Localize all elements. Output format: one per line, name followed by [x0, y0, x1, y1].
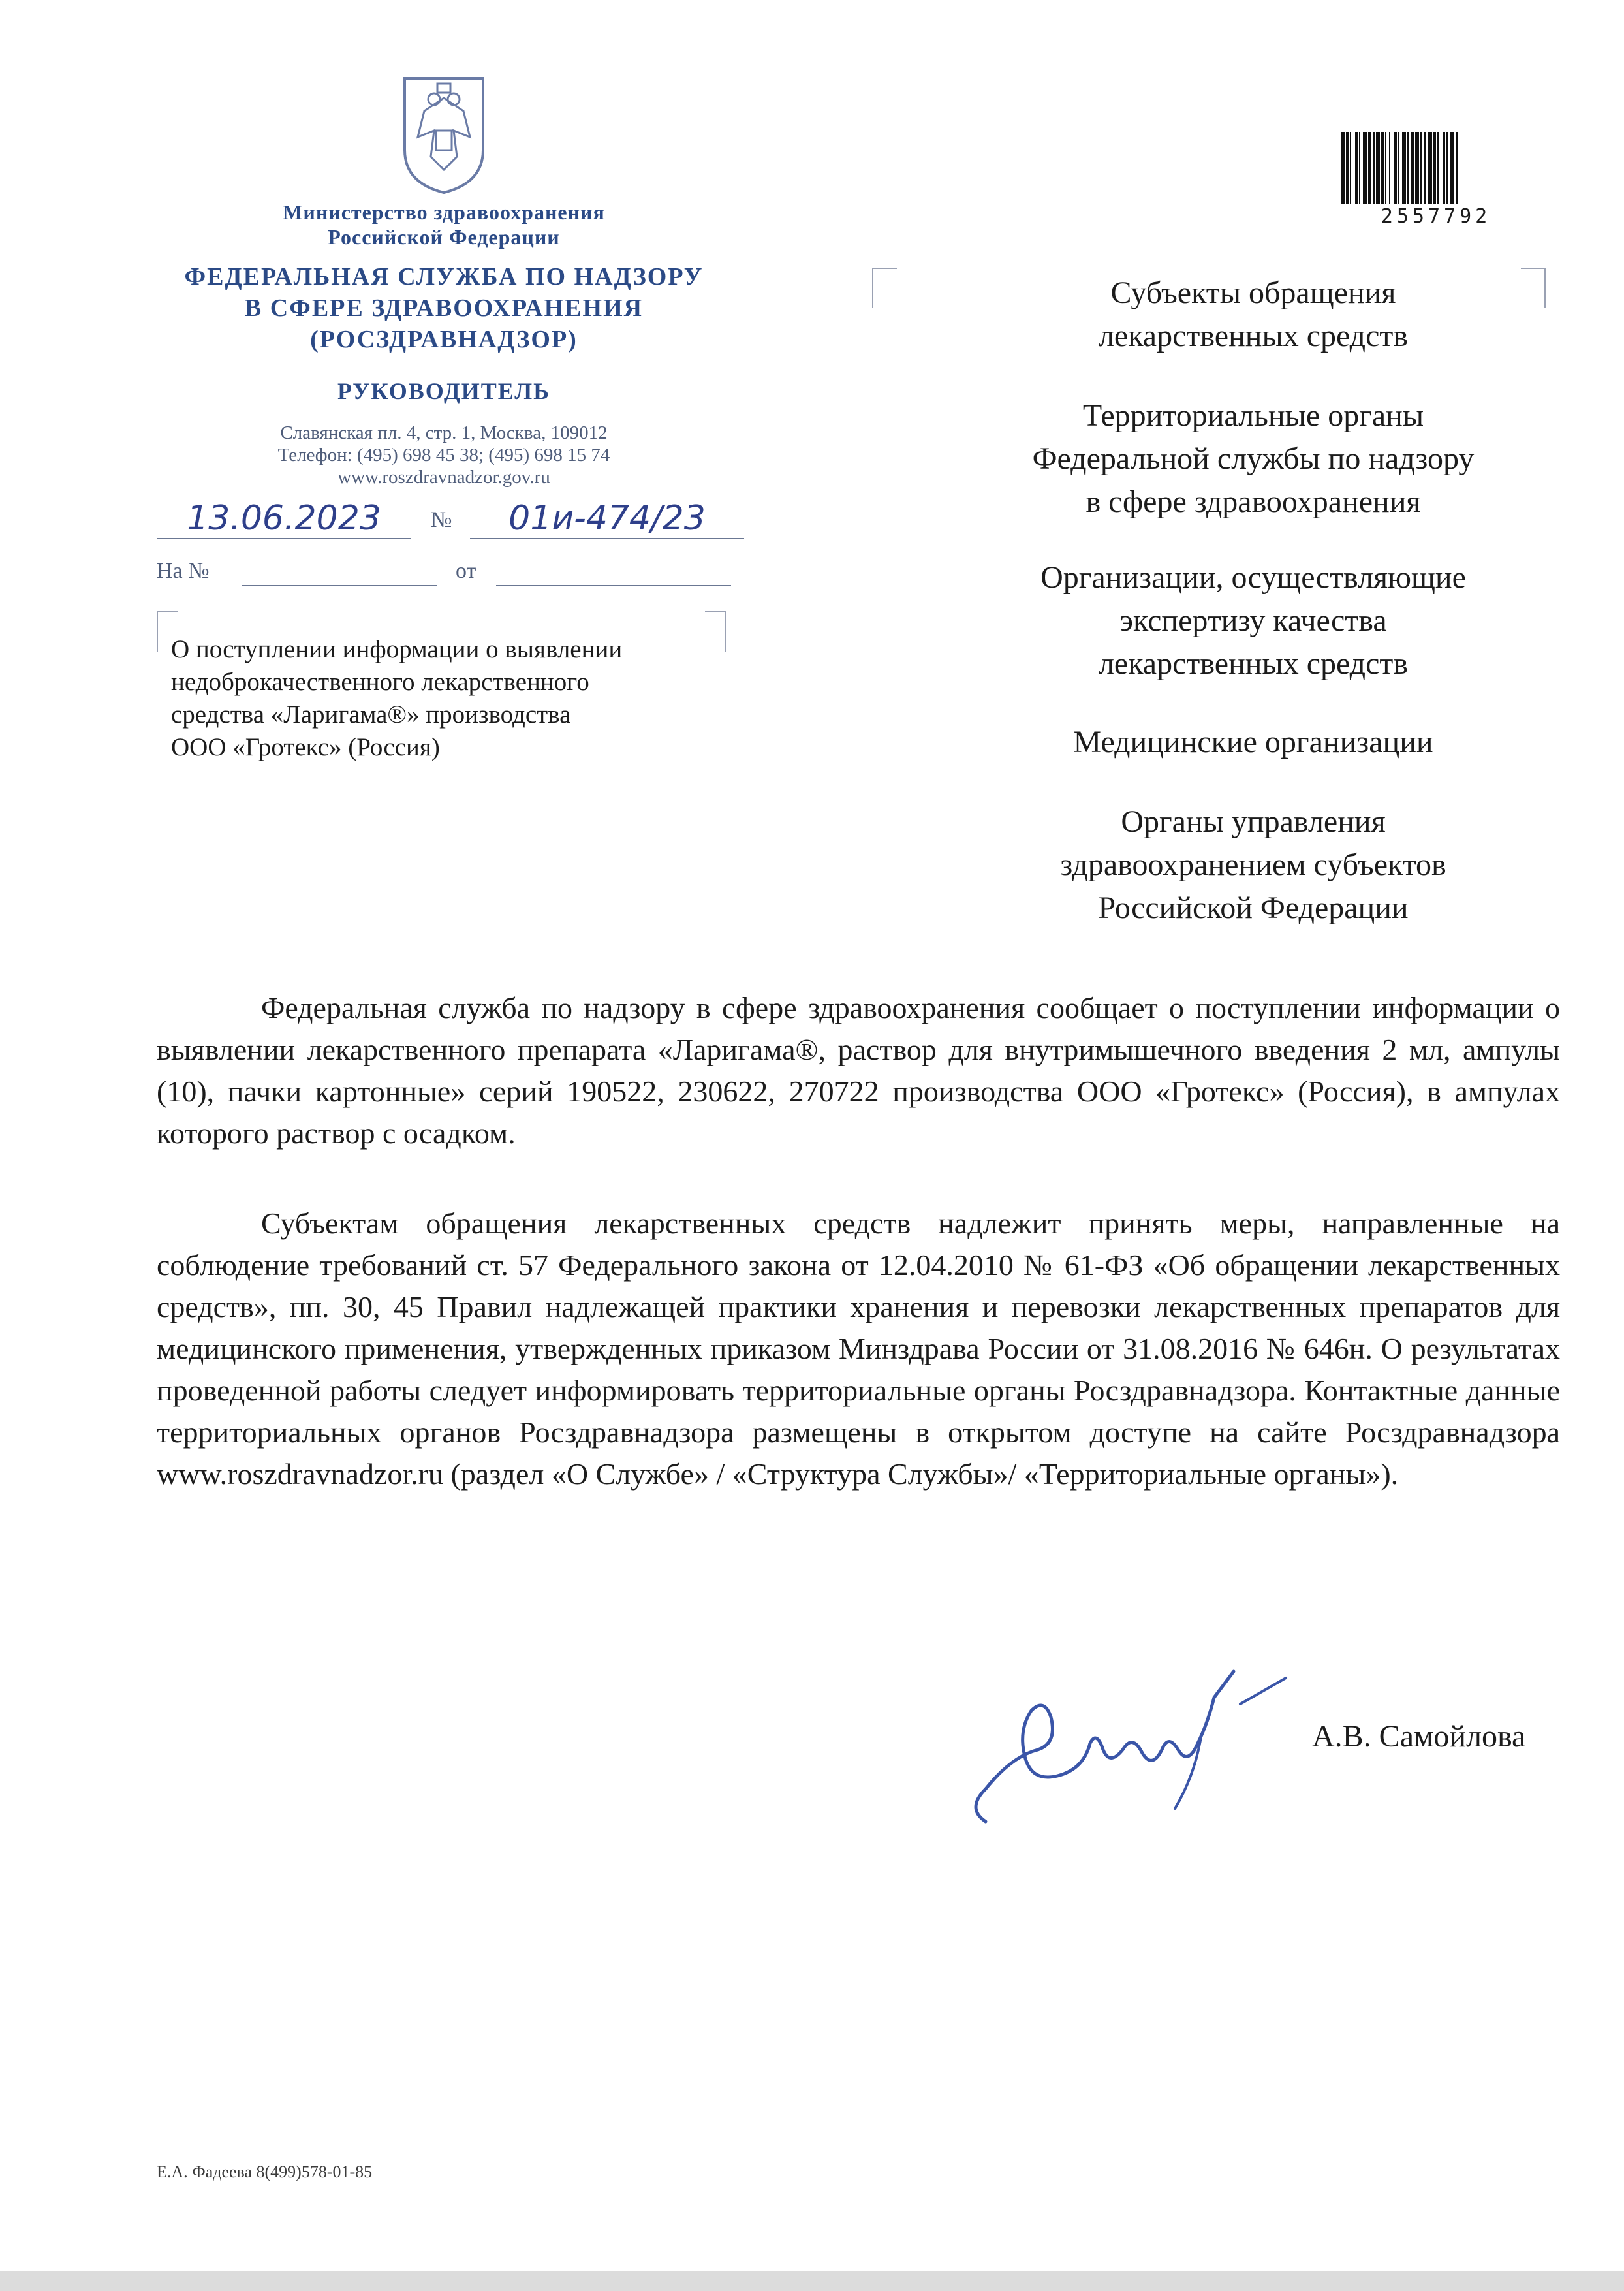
service-line-3: (РОСЗДРАВНАДЗОР): [310, 326, 578, 353]
address: Славянская пл. 4, стр. 1, Москва, 109012: [280, 422, 608, 443]
ref-number-label: На №: [157, 559, 210, 583]
ref-number-blank: [242, 585, 437, 586]
service-line-2: В СФЕРЕ ЗДРАВООХРАНЕНИЯ: [244, 294, 644, 322]
barcode-bar: [1428, 132, 1432, 204]
registration-date: 13.06.2023: [157, 499, 411, 539]
addressee-2: [940, 394, 1567, 524]
coat-of-arms-emblem: [398, 72, 490, 196]
subject-line-4: ООО «Гротекс» (Россия): [171, 733, 440, 761]
registration-number: 01и-474/23: [470, 499, 744, 539]
contacts-block: [157, 422, 731, 488]
body-paragraph-2: Субъектам обращения лекарственных средств надлежит принять меры, направленные на соблюдение требований ст. 57 Федерального закона от 12.04.2010 № 61-ФЗ «Об обращении лекарственных средств», пп. 30, 45 Правил надлежащей практики хранения и перевозки лекарственных препаратов для медицинского применения, утвержденных приказом Минздрава России от 31.08.2016 № 646н. О результатах проведенной работы следует информировать территориальные органы Росздравнадзора. Контактные данные территориальных органов Росздравнадзора размещены в открытом доступе на сайте Росздравнадзора www.roszdravnadzor.ru (раздел «О Службе» / «Структура Службы»/ «Территориальные органы»).: [157, 1207, 1560, 1491]
barcode-bar: [1402, 132, 1406, 204]
barcode-bar: [1389, 132, 1390, 204]
addressee-line: здравоохранением субъектов: [1060, 847, 1446, 882]
ministry-line-2: Российской Федерации: [328, 225, 560, 249]
barcode-bar: [1368, 132, 1371, 204]
barcode-bar: [1350, 132, 1351, 204]
addressee-line: лекарственных средств: [1098, 319, 1409, 353]
barcode-bar: [1376, 132, 1380, 204]
barcode-bar: [1437, 132, 1439, 204]
addressee-line: экспертизу качества: [1119, 603, 1387, 638]
reference-line: [157, 559, 731, 592]
barcode-bar: [1424, 132, 1426, 204]
phone: Телефон: (495) 698 45 38; (495) 698 15 74: [277, 445, 610, 466]
addressee-line: Органы управления: [1121, 804, 1386, 839]
barcode-bar: [1355, 132, 1358, 204]
addressee-line: Субъекты обращения: [1110, 276, 1396, 310]
barcode-bar: [1359, 132, 1360, 204]
barcode-bar: [1385, 132, 1386, 204]
barcode-bar: [1407, 132, 1409, 204]
addressee-5: [940, 800, 1567, 930]
addressee-line: Медицинские организации: [1073, 725, 1433, 759]
barcode-bar: [1373, 132, 1375, 204]
barcode-bar: [1443, 132, 1445, 204]
barcode-bar: [1398, 132, 1399, 204]
barcode-bar: [1381, 132, 1384, 204]
subject-line-2: недоброкачественного лекарственного: [171, 668, 589, 696]
head-title: РУКОВОДИТЕЛЬ: [337, 378, 550, 404]
subject: [171, 633, 732, 764]
barcode-bar: [1411, 132, 1414, 204]
addressee-corner-left: [872, 268, 897, 308]
page-bottom-edge: [0, 2271, 1624, 2291]
addressee-3: [940, 556, 1567, 686]
registration-line: [157, 499, 770, 542]
barcode-number: 2557792: [1381, 205, 1491, 228]
handwritten-signature: [960, 1658, 1299, 1841]
signer-name: А.В. Самойлова: [1312, 1719, 1526, 1754]
addressee-line: Территориальные органы: [1082, 398, 1424, 433]
barcode-bar: [1433, 132, 1436, 204]
service-name: [131, 261, 757, 355]
addressee-1: [940, 272, 1567, 358]
ministry-line-1: Министерство здравоохранения: [283, 200, 605, 224]
ref-date-blank: [496, 585, 731, 586]
barcode: [1338, 132, 1534, 204]
addressee-line: Федеральной службы по надзору: [1032, 441, 1475, 476]
barcode-bar: [1363, 132, 1367, 204]
barcode-bar: [1420, 132, 1422, 204]
barcode-bar: [1450, 132, 1454, 204]
barcode-bar: [1446, 132, 1448, 204]
barcode-bar: [1346, 132, 1349, 204]
addressee-line: Российской Федерации: [1098, 891, 1409, 925]
number-label: №: [431, 508, 452, 532]
ministry-name: [157, 200, 731, 249]
addressee-line: Организации, осуществляющие: [1040, 560, 1466, 595]
addressee-line: в сфере здравоохранения: [1085, 484, 1421, 519]
website: www.roszdravnadzor.gov.ru: [337, 467, 550, 488]
barcode-bar: [1456, 132, 1458, 204]
subject-line-1: О поступлении информации о выявлении: [171, 635, 623, 663]
barcode-bar: [1394, 132, 1397, 204]
barcode-bar: [1415, 132, 1419, 204]
body-paragraph-1: Федеральная служба по надзору в сфере здравоохранения сообщает о поступлении информации о выявлении лекарственного препарата «Ларигама®, раствор для внутримышечного введения 2 мл, ампулы (10), пачки картонные» серий 190522, 230622, 270722 производства ООО «Гротекс» (Россия), в ампулах которого раствор с осадком.: [157, 991, 1560, 1150]
subject-line-3: средства «Ларигама®» производства: [171, 701, 571, 729]
addressee-4: [940, 721, 1567, 764]
ref-from-label: от: [456, 559, 476, 583]
barcode-bar: [1341, 132, 1345, 204]
performer-contact: Е.А. Фадеева 8(499)578-01-85: [157, 2162, 373, 2181]
addressee-line: лекарственных средств: [1098, 646, 1409, 681]
service-line-1: ФЕДЕРАЛЬНАЯ СЛУЖБА ПО НАДЗОРУ: [184, 263, 704, 291]
